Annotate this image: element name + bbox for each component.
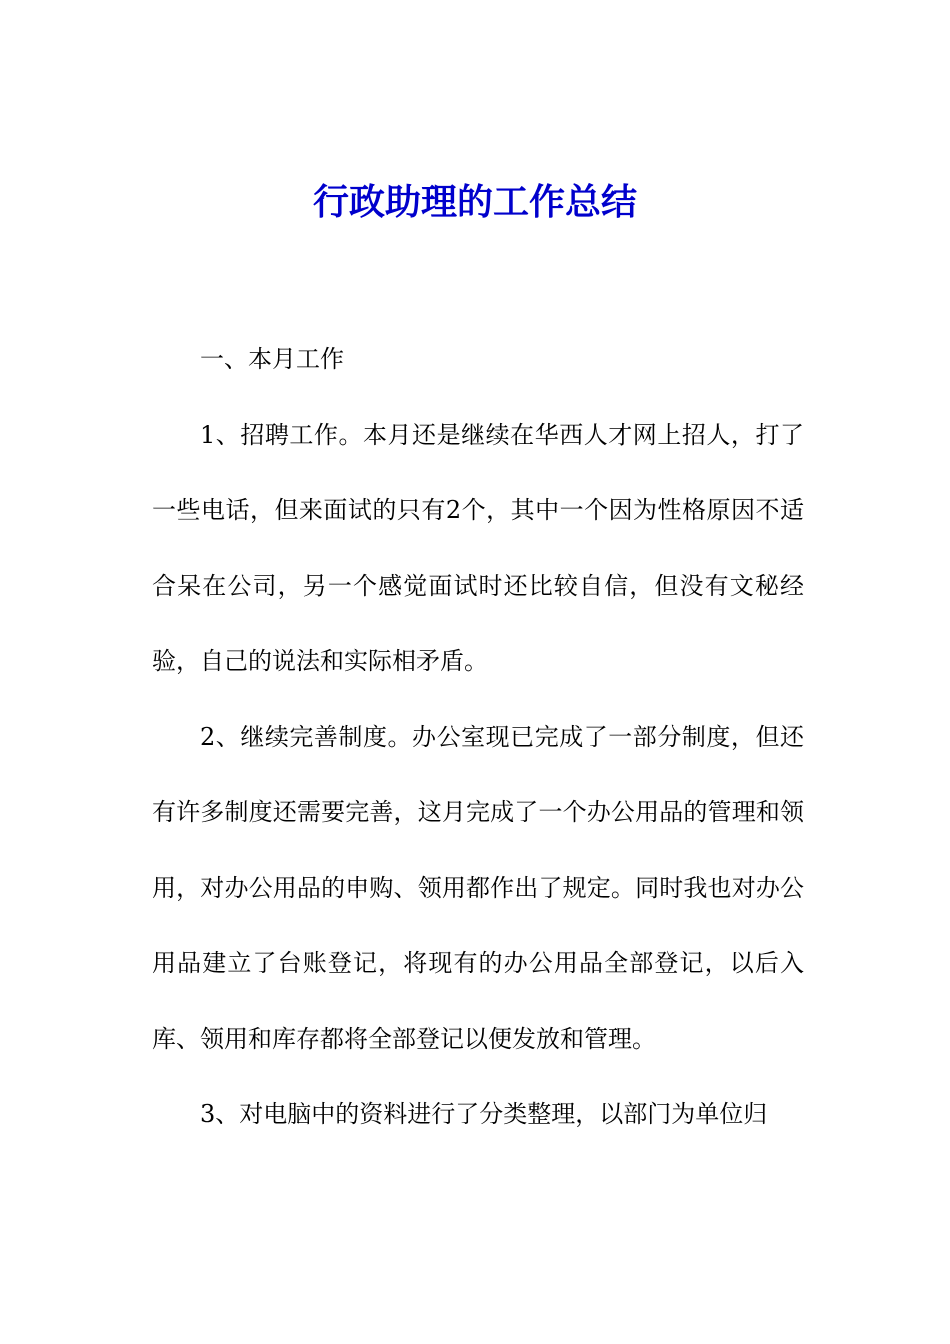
paragraph-files: 3、对电脑中的资料进行了分类整理，以部门为单位归 (200, 1100, 768, 1128)
section-heading: 一、本月工作 (200, 345, 344, 373)
document-body (152, 322, 804, 1153)
paragraph-rules: 2、继续完善制度。办公室现已完成了一部分制度，但还有许多制度还需要完善，这月完成了一个办公用品的管理和领用，对办公用品的申购、领用都作出了规定。同时我也对办公用品建立了台账登记，将现有的办公用品全部登记，以后入库、领用和库存都将全部登记以便发放和管理。 (152, 722, 804, 1053)
document-title: 行政助理的工作总结 (312, 181, 637, 223)
paragraph-recruitment: 1、招聘工作。本月还是继续在华西人才网上招人，打了一些电话，但来面试的只有2个，其中一个因为性格原因不适合呆在公司，另一个感觉面试时还比较自信，但没有文秘经验，自己的说法和实际相矛盾。 (152, 420, 804, 675)
